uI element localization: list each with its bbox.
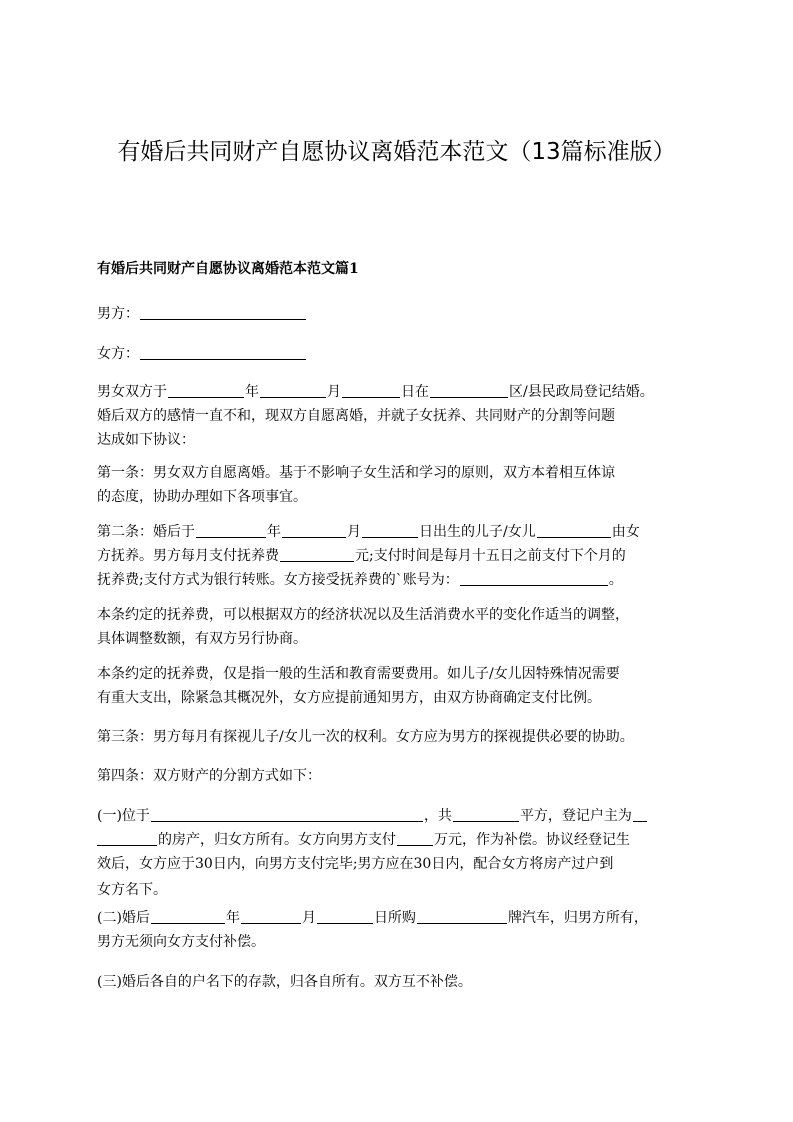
support-adjustment-paragraph [97, 603, 707, 651]
owner-blank-continued [97, 831, 157, 846]
day-blank [362, 523, 418, 538]
text-segment: 月 [327, 384, 341, 400]
property-item-three [97, 970, 707, 994]
paragraph-line: 的态度，协助办理如下各项事宜。 [97, 489, 307, 505]
paragraph-line: 第三条：男方每月有探视儿子/女儿一次的权利。女方应为男方的探视提供必要的协助。 [97, 729, 634, 745]
male-party-label: 男方： [97, 306, 139, 322]
text-segment: 日出生的儿子/女儿 [419, 524, 536, 540]
text-segment: 抚养费;支付方式为银行转账。女方接受抚养费的`账号为： [97, 572, 459, 588]
text-segment: 牌汽车，归男方所有， [507, 910, 648, 926]
text-segment: 方抚养。男方每月支付抚养费 [97, 548, 279, 564]
month-blank [241, 909, 301, 924]
text-segment: 男女双方于 [97, 384, 167, 400]
article-three [97, 725, 707, 749]
paragraph-line: 本条约定的抚养费，可以根据双方的经济状况以及生活消费水平的变化作适当的调整， [97, 607, 629, 623]
month-blank [260, 383, 326, 398]
text-segment: 年 [267, 524, 281, 540]
text-segment: 万元，作为补偿。协议经登记生 [434, 832, 630, 848]
paragraph-line: 男方无须向女方支付补偿。 [97, 934, 265, 950]
marriage-registration-paragraph [97, 380, 707, 452]
paragraph-line: 第四条：双方财产的分割方式如下： [97, 768, 321, 784]
year-blank [196, 523, 266, 538]
text-segment: (二)婚后 [97, 910, 150, 926]
year-blank [151, 909, 225, 924]
area-blank [453, 807, 519, 822]
support-amount-blank [280, 547, 354, 562]
female-party-blank [140, 345, 306, 360]
male-party-blank [140, 305, 306, 320]
female-party-label: 女方： [97, 346, 139, 362]
paragraph-line: 女方名下。 [97, 882, 167, 898]
account-number-blank [460, 571, 608, 586]
paragraph-line: 婚后双方的感情一直不和，现双方自愿离婚，并就子女抚养、共同财产的分割等问题 [97, 408, 615, 424]
compensation-blank [397, 831, 433, 846]
paragraph-line: 效后，女方应于30日内，向男方支付完毕;男方应在30日内，配合女方将房产过户到 [97, 856, 614, 872]
text-segment: 元;支付时间是每月十五日之前支付下个月的 [355, 548, 626, 564]
text-segment: 区/县民政局登记结婚。 [509, 384, 654, 400]
male-party-line [97, 302, 707, 326]
district-blank [430, 383, 508, 398]
female-party-line [97, 342, 707, 366]
owner-blank [633, 807, 647, 822]
text-segment: 月 [347, 524, 361, 540]
text-segment: (一)位于 [97, 808, 150, 824]
text-segment: 的房产，归女方所有。女方向男方支付 [158, 832, 396, 848]
text-segment: 年 [225, 910, 240, 926]
support-scope-paragraph [97, 662, 707, 710]
text-segment: 由女 [611, 524, 640, 540]
property-item-one [97, 804, 707, 902]
car-brand-blank [417, 909, 507, 924]
property-item-two [97, 906, 707, 954]
month-blank [282, 523, 346, 538]
text-segment: 日在 [401, 384, 429, 400]
day-blank [317, 909, 373, 924]
text-segment: 第二条：婚后于 [97, 524, 195, 540]
text-segment: 。 [608, 572, 623, 588]
property-location-blank [151, 807, 423, 822]
text-segment: 日所购 [373, 910, 416, 926]
paragraph-line: 有重大支出，除紧急其概况外，女方应提前通知男方，由双方协商确定支付比例。 [97, 690, 601, 706]
article-title: 有婚后共同财产自愿协议离婚范本范文篇1 [97, 261, 359, 277]
text-segment: 月 [301, 910, 316, 926]
article-four [97, 764, 707, 788]
text-segment: ，共 [423, 808, 452, 824]
document-title: 有婚后共同财产自愿协议离婚范本范文（13篇标准版） [117, 139, 676, 165]
article-one [97, 461, 707, 509]
child-name-blank [537, 523, 611, 538]
day-blank [342, 383, 400, 398]
paragraph-line: 第一条：男女双方自愿离婚。基于不影响子女生活和学习的原则，双方本着相互体谅 [97, 465, 615, 481]
text-segment: 平方，登记户主为 [519, 808, 632, 824]
paragraph-line: 达成如下协议： [97, 432, 195, 448]
paragraph-line: (三)婚后各自的户名下的存款，归各自所有。双方互不补偿。 [97, 974, 472, 990]
text-segment: 年 [245, 384, 259, 400]
paragraph-line: 本条约定的抚养费，仅是指一般的生活和教育需要费用。如儿子/女儿因特殊情况需要 [97, 666, 620, 682]
article-two [97, 520, 707, 592]
paragraph-line: 具体调整数额，有双方另行协商。 [97, 631, 307, 647]
year-blank [168, 383, 244, 398]
